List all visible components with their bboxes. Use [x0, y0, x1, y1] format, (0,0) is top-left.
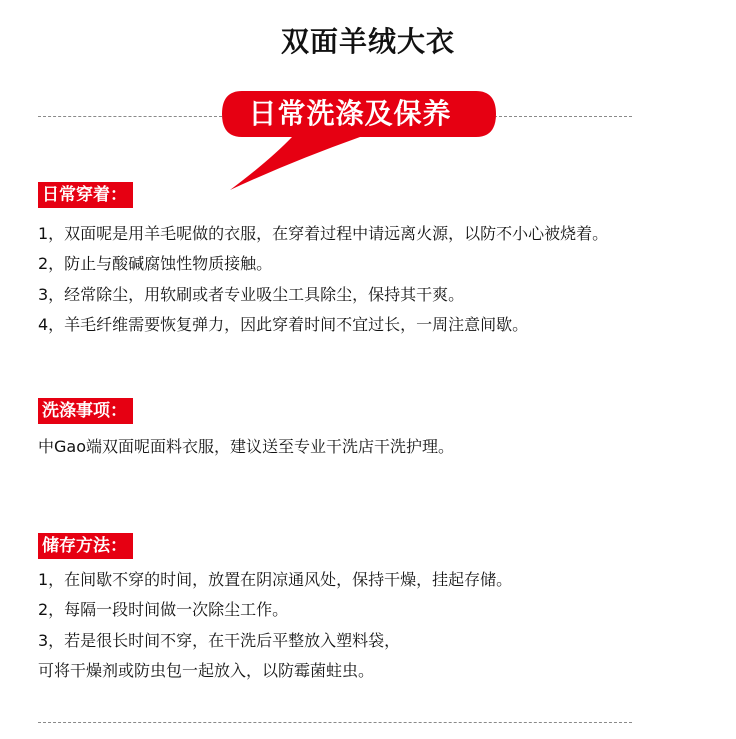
dashed-divider-left — [38, 116, 222, 117]
storage-line-2: 2，每隔一段时间做一次除尘工作。 — [38, 600, 289, 619]
daily-wear-line-4: 4，羊毛纤维需要恢复弹力，因此穿着时间不宜过长，一周注意间歇。 — [38, 315, 529, 334]
banner-label: 日常洗涤及保养 — [248, 97, 452, 130]
storage-line-4: 可将干燥剂或防虫包一起放入，以防霉菌蛀虫。 — [38, 661, 375, 680]
dashed-divider-bottom — [38, 722, 632, 723]
daily-wear-line-1: 1，双面呢是用羊毛呢做的衣服，在穿着过程中请远离火源，以防不小心被烧着。 — [38, 224, 609, 243]
daily-wear-line-3: 3，经常除尘，用软刷或者专业吸尘工具除尘，保持其干爽。 — [38, 285, 465, 304]
daily-wear-line-2: 2，防止与酸碱腐蚀性物质接触。 — [38, 254, 273, 273]
storage-line-1: 1，在间歇不穿的时间，放置在阴凉通风处，保持干燥，挂起存储。 — [38, 570, 513, 589]
section-heading-daily-wear: 日常穿着： — [38, 182, 133, 208]
page-title: 双面羊绒大衣 — [280, 25, 455, 58]
storage-line-3: 3，若是很长时间不穿，在干洗后平整放入塑料袋， — [38, 631, 401, 650]
section-heading-washing: 洗涤事项： — [38, 398, 133, 424]
section-heading-storage: 储存方法： — [38, 533, 133, 559]
washing-line-1: 中Gao端双面呢面料衣服，建议送至专业干洗店干洗护理。 — [38, 437, 454, 456]
